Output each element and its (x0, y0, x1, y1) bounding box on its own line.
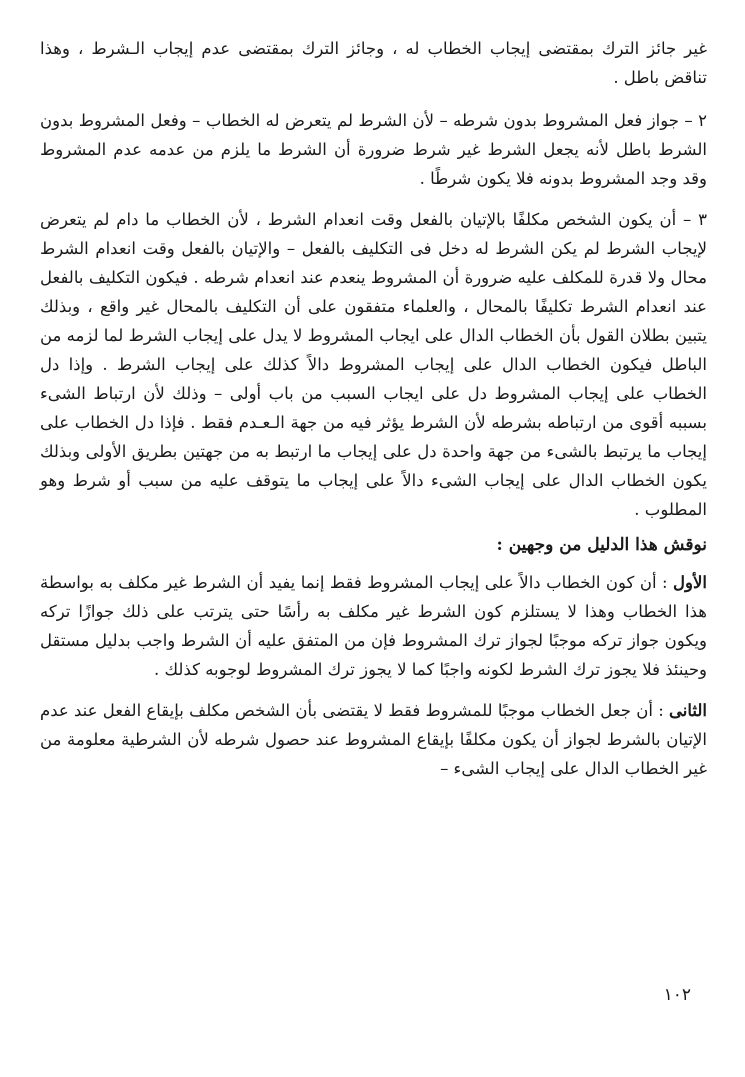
page-number: ١٠٢ (663, 985, 691, 1005)
paragraph-1: غير جائز الترك بمقتضى إيجاب الخطاب له ، وجائز الترك بمقتضى عدم إيجاب الـشرط ، وهذا تناقض باطل . (40, 39, 707, 87)
paragraph-2: ٢ – جواز فعل المشروط بدون شرطه – لأن الشرط لم يتعرض له الخطاب – وفعل المشروط بدون الشرط باطل لأنه يجعل الشرط غير شرط ضرورة أن الشرط ما يلزم من عدمه عدم المشروط وقد وجد المشروط بدونه فلا يكون شرطًا . (40, 111, 707, 188)
point-first-text: : أن كون الخطاب دالاً على إيجاب المشروط فقط إنما يفيد أن الشرط غير مكلف به بواسطة هذا الخطاب وهذا لا يستلزم كون الشرط غير مكلف به رأسًا حتى يترتب على ذلك جوازًا تركه ويكون جواز تركه موجبًا لجواز ترك المشروط فإن من المتفق عليه أن الشرط واجب بدليل مستقل وحينئذ فلا يجوز ترك الشرط لكونه واجبًا كما لا يجوز ترك المشروط لوجوبه كذلك . (40, 573, 707, 679)
point-second (40, 696, 707, 783)
point-second-lead: الثانى (669, 701, 707, 720)
point-first-lead: الأول (673, 573, 707, 592)
point-second-text: : أن جعل الخطاب موجبًا للمشروط فقط لا يقتضى بأن الشخص مكلف بإيقاع الفعل عند عدم الإتيان بالشرط لجواز أن يكون مكلفًا بإيقاع المشروط عند حصول شرطه لأن الشرطية معلومة من غير الخطاب الدال على إيجاب الشىء – (40, 701, 707, 778)
point-first (40, 568, 707, 684)
section-heading: نوقش هذا الدليل من وجهين : (496, 535, 707, 555)
paragraph-3: ٣ – أن يكون الشخص مكلفًا بالإتيان بالفعل وقت انعدام الشرط ، لأن الخطاب ما دام لم يتعرض لإيجاب الشرط لم يكن الشرط له دخل فى التكليف بالفعل – والإتيان بالفعل وقت انعدام الشرط محال ولا قدرة للمكلف عليه ضرورة أن المشروط ينعدم عند انعدام شرطه . فيكون التكليف بالفعل عند انعدام الشرط تكليفًا بالمحال ، والعلماء متفقون على أن التكليف بالمحال غير واقع ، وبذلك يتبين بطلان القول بأن الخطاب الدال على ايجاب المشروط لا يدل على إيجاب الشرط لما لزمه من الباطل فيكون الخطاب الدال على إيجاب المشروط دالاً كذلك على إيجاب الشرط . وإذا دل الخطاب على إيجاب المشروط دل على ايجاب السبب من باب أولى – وذلك لأن ارتباط الشىء بسببه أقوى من ارتباطه بشرطه لأن الشرط يؤثر فيه من جهة الـعـدم فقط . فإذا دل الخطاب على إيجاب ما يرتبط بالشىء من جهة واحدة دل على إيجاب ما ارتبط به من جهتين بطريق الأولى وبذلك يكون الخطاب الدال على إيجاب الشىء دالاً على إيجاب ما يتوقف عليه من سبب أو شرط وهو المطلوب . (40, 210, 707, 519)
